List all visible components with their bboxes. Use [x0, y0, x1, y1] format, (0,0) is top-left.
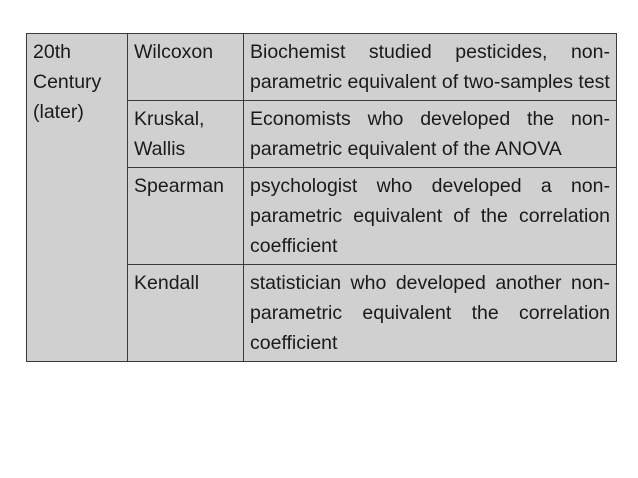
name-cell: Kruskal, Wallis: [128, 101, 244, 168]
name-cell: Kendall: [128, 265, 244, 362]
era-cell: 20th Century (later): [27, 34, 128, 362]
description-cell: Biochemist studied pesticides, non-parametric equivalent of two-samples test: [244, 34, 617, 101]
description-cell: statistician who developed another non-parametric equivalent the correlation coefficient: [244, 265, 617, 362]
description-cell: Economists who developed the non-parametric equivalent of the ANOVA: [244, 101, 617, 168]
description-cell: psychologist who developed a non-parametric equivalent of the correlation coefficient: [244, 168, 617, 265]
name-cell: Wilcoxon: [128, 34, 244, 101]
table-row: [27, 34, 617, 101]
name-cell: Spearman: [128, 168, 244, 265]
statisticians-table: [26, 33, 617, 362]
